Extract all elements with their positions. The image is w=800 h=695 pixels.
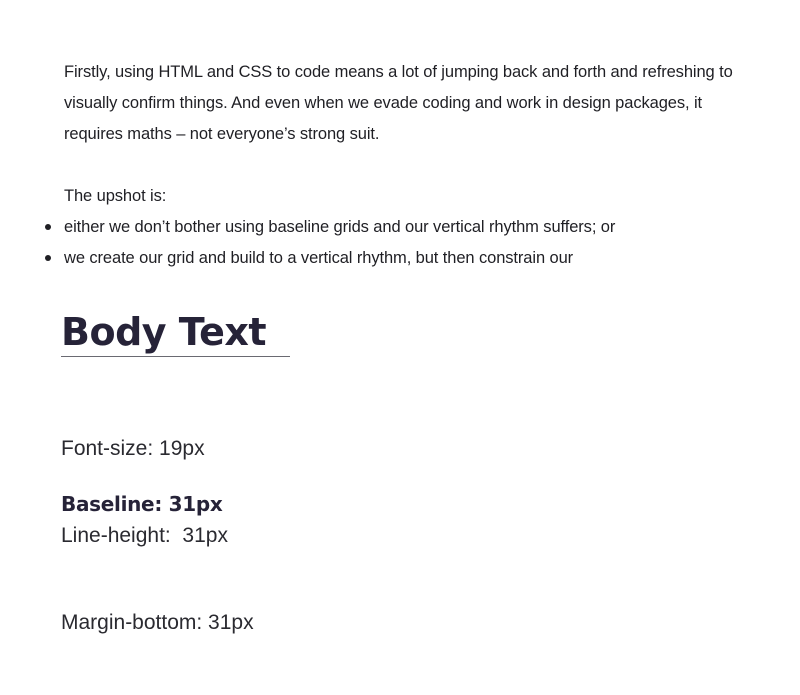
line-height-spec: Line-height: 31px (61, 524, 228, 547)
font-size-spec: Font-size: 19px (61, 437, 205, 460)
list-item (64, 212, 754, 243)
spec-list (61, 376, 254, 695)
upshot-paragraph: The upshot is: (64, 187, 167, 205)
margin-bottom-spec: Margin-bottom: 31px (61, 611, 254, 634)
heading-underline (61, 356, 290, 357)
bullet-icon (45, 224, 51, 230)
baseline-spec: Baseline: 31px (61, 492, 223, 516)
intro-paragraph: Firstly, using HTML and CSS to code means a lot of jumping back and forth and refreshing to visually confirm things. And even when we evade coding and work in design packages, it requires maths – not everyone’s strong suit. (64, 63, 733, 143)
list-item-text: either we don’t bother using baseline grids and our vertical rhythm suffers; or (64, 218, 616, 236)
upshot-bullet-list (64, 212, 754, 274)
bullet-icon (45, 255, 51, 261)
list-item (64, 243, 754, 274)
body-text-heading: Body Text (61, 310, 267, 354)
list-item-text: we create our grid and build to a vertical rhythm, but then constrain our (64, 249, 574, 267)
